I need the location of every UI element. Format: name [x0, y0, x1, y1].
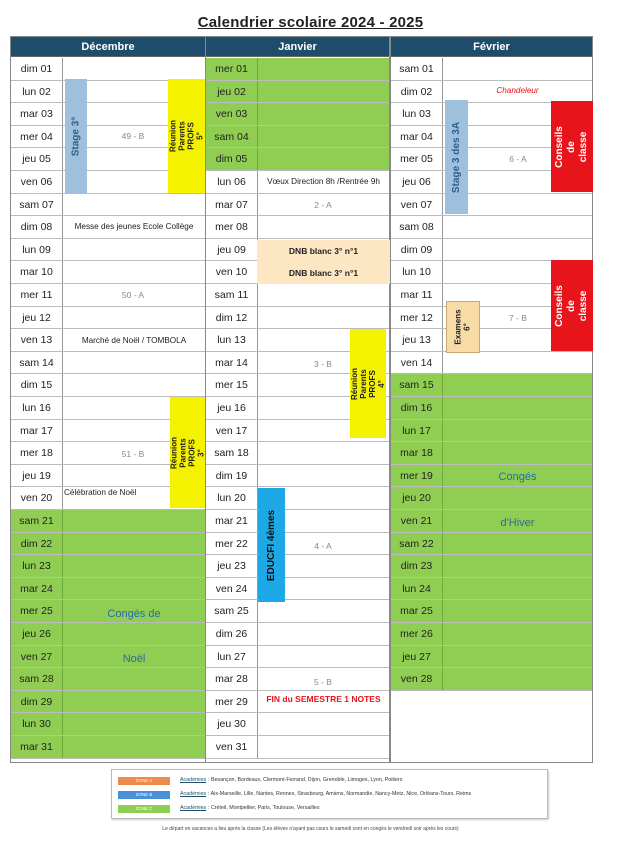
day-row — [206, 307, 389, 330]
reunion-5-box — [168, 79, 205, 193]
day-label: jeu 27 — [391, 646, 443, 668]
day-label: lun 24 — [391, 578, 443, 600]
zone-b-chip: ZONE B — [118, 791, 170, 799]
day-cell — [443, 397, 592, 419]
day-label: mar 21 — [206, 510, 258, 532]
holiday-conges-de: Congés de — [107, 608, 161, 620]
day-label: dim 22 — [11, 533, 63, 555]
day-label: ven 13 — [11, 329, 63, 351]
day-label: ven 27 — [11, 646, 63, 668]
day-label: dim 29 — [11, 691, 63, 713]
zone-legend — [111, 769, 548, 819]
zone-b-text: : Aix-Marseille, Lille, Nantes, Rennes, Strasbourg, Amiens, Normandie, Nancy-Metz, Nice, Orléans-Tours, Reims — [208, 791, 472, 797]
day-label: dim 09 — [391, 239, 443, 261]
day-row — [391, 578, 592, 601]
day-label: jeu 05 — [11, 148, 63, 170]
event-celebration-noel: Célébration de Noël — [64, 488, 137, 497]
day-row — [391, 420, 592, 443]
academies-link[interactable]: Académies — [180, 791, 207, 797]
day-cell — [63, 307, 205, 329]
day-label: dim 08 — [11, 216, 63, 238]
week-label: 3 - B — [314, 359, 332, 369]
day-cell — [258, 713, 389, 735]
day-cell — [443, 533, 592, 555]
day-label: mer 05 — [391, 148, 443, 170]
zone-c-chip: ZONE C — [118, 805, 170, 813]
day-cell — [443, 623, 592, 645]
day-label: mer 01 — [206, 58, 258, 80]
conseils-classe-box-2 — [551, 260, 593, 351]
day-row — [391, 646, 592, 669]
day-cell — [63, 510, 205, 532]
day-cell — [63, 736, 205, 758]
day-label: ven 07 — [391, 194, 443, 216]
day-row — [11, 261, 205, 284]
day-row — [206, 555, 389, 578]
stage-3a-label: Stage 3 des 3A — [451, 121, 462, 193]
day-label: ven 06 — [11, 171, 63, 193]
conseils-classe-label: Conseils de classe — [554, 284, 589, 327]
day-label: lun 17 — [391, 420, 443, 442]
day-label: dim 26 — [206, 623, 258, 645]
day-label: mar 28 — [206, 668, 258, 690]
day-cell — [63, 58, 205, 80]
day-cell — [258, 126, 389, 148]
day-cell — [63, 239, 205, 261]
day-label: dim 16 — [391, 397, 443, 419]
educfi-box — [258, 488, 285, 602]
reunion-3-box — [170, 397, 205, 508]
month-header-december: Décembre — [11, 37, 205, 57]
day-row — [206, 284, 389, 307]
examens-box — [446, 301, 480, 353]
stage-3-label: Stage 3° — [70, 116, 82, 156]
day-cell — [443, 58, 592, 80]
academies-link[interactable]: Académies — [180, 777, 207, 783]
day-row — [11, 578, 205, 601]
event-fin-semestre: FIN du SEMESTRE 1 NOTES — [266, 694, 381, 704]
day-cell — [63, 578, 205, 600]
day-row — [11, 555, 205, 578]
day-row — [206, 533, 389, 556]
day-row — [391, 58, 592, 81]
event-chandeleur: Chandeleur — [496, 86, 539, 95]
day-label: lun 23 — [11, 555, 63, 577]
holiday-hiver: d'Hiver — [500, 517, 535, 529]
day-label: mer 18 — [11, 442, 63, 464]
day-label: ven 14 — [391, 352, 443, 374]
day-label: mer 25 — [11, 600, 63, 622]
day-cell — [63, 533, 205, 555]
day-label: ven 21 — [391, 510, 443, 532]
day-label: lun 30 — [11, 713, 63, 735]
day-label: ven 17 — [206, 420, 258, 442]
dnb-blanc-box-1 — [257, 240, 390, 262]
day-cell — [63, 555, 205, 577]
day-label: jeu 19 — [11, 465, 63, 487]
day-row — [11, 307, 205, 330]
day-label: ven 03 — [206, 103, 258, 125]
day-row — [206, 58, 389, 81]
day-label: mer 12 — [391, 307, 443, 329]
day-cell — [258, 81, 389, 103]
day-label: mer 11 — [11, 284, 63, 306]
day-cell — [443, 420, 592, 442]
day-label: jeu 16 — [206, 397, 258, 419]
day-row — [391, 487, 592, 510]
day-cell — [258, 216, 389, 238]
day-row — [11, 713, 205, 736]
day-label: sam 11 — [206, 284, 258, 306]
zone-c-text: : Créteil, Montpellier, Paris, Toulouse, Versailles — [208, 805, 320, 811]
day-label: dim 19 — [206, 465, 258, 487]
day-cell — [258, 103, 389, 125]
day-cell — [63, 374, 205, 396]
day-row — [11, 510, 205, 533]
day-label: mer 22 — [206, 533, 258, 555]
day-row — [391, 239, 592, 262]
dnb-blanc-label: DNB blanc 3° n°1 — [288, 268, 359, 278]
day-label: sam 21 — [11, 510, 63, 532]
day-label: mar 14 — [206, 352, 258, 374]
day-row — [391, 533, 592, 556]
reunion-4-box — [350, 329, 386, 438]
day-row — [11, 668, 205, 691]
day-row — [391, 623, 592, 646]
week-label: 4 - A — [314, 541, 332, 551]
day-row — [11, 691, 205, 714]
event-messe: Messe des jeunes Ecole Collège — [74, 222, 194, 231]
day-label: ven 28 — [391, 668, 443, 690]
day-row — [391, 442, 592, 465]
day-row — [206, 194, 389, 217]
day-label: sam 14 — [11, 352, 63, 374]
day-label: mar 24 — [11, 578, 63, 600]
conseils-classe-label: Conseils de classe — [554, 125, 589, 168]
day-cell — [443, 374, 592, 396]
day-cell — [443, 555, 592, 577]
conseils-classe-box-1 — [551, 101, 593, 192]
day-label: lun 13 — [206, 329, 258, 351]
day-cell — [443, 668, 592, 690]
reunion-5-label: Réunion Parents PROFS 5° — [168, 120, 205, 152]
day-label: sam 22 — [391, 533, 443, 555]
day-label: mar 31 — [11, 736, 63, 758]
footer-note: Le départ en vacances a lieu après la classe (Les élèves n'ayant pas cours le samedi sont en congés le vendredi soir après les cours) — [162, 826, 459, 832]
day-row — [391, 555, 592, 578]
day-row — [206, 442, 389, 465]
day-cell — [443, 352, 592, 374]
event-marche-noel: Marché de Noël / TOMBOLA — [81, 336, 187, 345]
day-cell — [63, 713, 205, 735]
day-cell — [258, 148, 389, 170]
day-label: jeu 26 — [11, 623, 63, 645]
day-label: dim 02 — [391, 81, 443, 103]
day-label: jeu 30 — [206, 713, 258, 735]
day-label: lun 10 — [391, 261, 443, 283]
day-row — [11, 533, 205, 556]
day-row — [391, 194, 592, 217]
day-label: sam 04 — [206, 126, 258, 148]
day-label: sam 07 — [11, 194, 63, 216]
dnb-blanc-label: DNB blanc 3° n°1 — [288, 246, 359, 256]
day-row — [391, 352, 592, 375]
holiday-conges: Congés — [498, 471, 537, 483]
day-row — [11, 239, 205, 262]
day-row — [206, 126, 389, 149]
day-label: mar 17 — [11, 420, 63, 442]
day-cell — [443, 646, 592, 668]
day-row — [206, 736, 389, 759]
day-row — [206, 81, 389, 104]
day-cell — [443, 600, 592, 622]
day-label: jeu 20 — [391, 487, 443, 509]
day-label: jeu 09 — [206, 239, 258, 261]
day-row — [206, 713, 389, 736]
day-label: lun 03 — [391, 103, 443, 125]
reunion-3-label: Réunion Parents PROFS 3° — [169, 436, 206, 469]
day-row — [11, 623, 205, 646]
day-cell — [258, 600, 389, 622]
day-cell — [443, 239, 592, 261]
day-label: mar 04 — [391, 126, 443, 148]
day-cell — [63, 352, 205, 374]
day-label: lun 09 — [11, 239, 63, 261]
week-label: 7 - B — [509, 313, 527, 323]
day-label: ven 24 — [206, 578, 258, 600]
day-label: mer 08 — [206, 216, 258, 238]
day-label: mar 07 — [206, 194, 258, 216]
day-label: dim 23 — [391, 555, 443, 577]
day-row — [206, 216, 389, 239]
day-label: sam 25 — [206, 600, 258, 622]
day-label: sam 15 — [391, 374, 443, 396]
day-label: ven 10 — [206, 261, 258, 283]
day-label: jeu 23 — [206, 555, 258, 577]
holiday-noel: Noël — [122, 653, 146, 665]
day-cell — [258, 284, 389, 306]
day-row — [11, 736, 205, 759]
day-label: jeu 12 — [11, 307, 63, 329]
week-label: 51 - B — [121, 449, 145, 459]
day-cell — [258, 58, 389, 80]
zone-a-text: : Besançon, Bordeaux, Clermont-Ferrand, Dijon, Grenoble, Limoges, Lyon, Poitiers — [208, 777, 403, 783]
day-label: mar 10 — [11, 261, 63, 283]
day-cell — [258, 465, 389, 487]
day-label: sam 28 — [11, 668, 63, 690]
day-label: mer 04 — [11, 126, 63, 148]
stage-3-box — [65, 79, 87, 193]
event-voeux: Vœux Direction 8h /Rentrée 9h — [267, 177, 380, 186]
day-label: sam 01 — [391, 58, 443, 80]
day-cell — [258, 307, 389, 329]
examens-label: Examens 6° — [454, 309, 473, 345]
month-header-february: Février — [391, 37, 592, 57]
day-label: lun 16 — [11, 397, 63, 419]
academies-link[interactable]: Académies — [180, 805, 207, 811]
stage-3a-box — [445, 100, 468, 214]
day-label: mer 15 — [206, 374, 258, 396]
day-row — [206, 465, 389, 488]
day-cell — [443, 442, 592, 464]
day-label: sam 08 — [391, 216, 443, 238]
day-row — [11, 284, 205, 307]
week-label: 2 - A — [314, 200, 332, 210]
educfi-label: EDUCFI 4èmes — [266, 509, 278, 581]
day-row — [206, 148, 389, 171]
day-cell — [63, 261, 205, 283]
week-label: 49 - B — [121, 131, 145, 141]
day-row — [206, 103, 389, 126]
dnb-blanc-box-2 — [257, 262, 390, 284]
day-label: dim 05 — [206, 148, 258, 170]
day-cell — [443, 487, 592, 509]
day-label: mar 03 — [11, 103, 63, 125]
day-label: dim 15 — [11, 374, 63, 396]
day-row — [391, 374, 592, 397]
day-label: dim 12 — [206, 307, 258, 329]
week-label: 5 - B — [314, 677, 332, 687]
day-row — [11, 352, 205, 375]
week-label: 50 - A — [121, 290, 145, 300]
day-row — [391, 600, 592, 623]
day-cell — [258, 646, 389, 668]
day-row — [206, 623, 389, 646]
day-row — [391, 216, 592, 239]
day-label: mar 18 — [391, 442, 443, 464]
month-header-january: Janvier — [206, 37, 389, 57]
day-row — [11, 194, 205, 217]
day-cell — [443, 216, 592, 238]
week-label: 6 - A — [509, 154, 527, 164]
day-label: mer 19 — [391, 465, 443, 487]
day-row — [391, 668, 592, 691]
day-label: mar 25 — [391, 600, 443, 622]
day-label: jeu 13 — [391, 329, 443, 351]
day-cell — [63, 194, 205, 216]
day-cell — [63, 623, 205, 645]
day-cell — [258, 736, 389, 758]
zone-a-chip: ZONE A — [118, 777, 170, 785]
day-row — [206, 668, 389, 691]
day-row — [11, 374, 205, 397]
day-label: lun 02 — [11, 81, 63, 103]
day-cell — [63, 691, 205, 713]
day-label: dim 01 — [11, 58, 63, 80]
reunion-4-label: Réunion Parents PROFS 4° — [350, 367, 386, 400]
page-title: Calendrier scolaire 2024 - 2025 — [197, 14, 424, 31]
day-label: jeu 06 — [391, 171, 443, 193]
day-label: lun 27 — [206, 646, 258, 668]
day-label: lun 20 — [206, 487, 258, 509]
day-row — [206, 646, 389, 669]
day-label: jeu 02 — [206, 81, 258, 103]
day-row — [206, 487, 389, 510]
day-cell — [258, 623, 389, 645]
day-label: lun 06 — [206, 171, 258, 193]
day-label: sam 18 — [206, 442, 258, 464]
day-cell — [63, 668, 205, 690]
day-cell — [443, 578, 592, 600]
day-label: ven 31 — [206, 736, 258, 758]
day-label: mar 11 — [391, 284, 443, 306]
day-row — [11, 58, 205, 81]
day-row — [206, 600, 389, 623]
day-row — [206, 578, 389, 601]
day-label: ven 20 — [11, 487, 63, 509]
day-label: mer 29 — [206, 691, 258, 713]
day-cell — [258, 442, 389, 464]
day-label: mer 26 — [391, 623, 443, 645]
day-row — [391, 397, 592, 420]
day-row — [206, 510, 389, 533]
